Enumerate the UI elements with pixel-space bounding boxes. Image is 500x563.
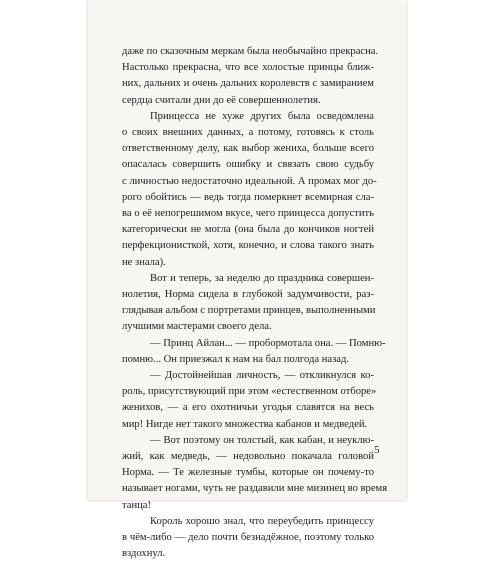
text-line: глядывая альбом с портретами принцев, выполненными [122,305,376,317]
text-line: сердца считали дни до её совершеннолетия. [122,94,321,106]
text-line: с личностью недостаточно идеальной. А промах мог до- [122,175,377,187]
text-line: нолетия, Норма сидела в глубокой задумчивости, раз- [122,289,374,301]
text-line: мир! Нигде нет такого множества кабанов и медведей. [122,418,368,430]
text-line: в чём-либо — дело почти безнадёжное, поэтому только [122,532,374,544]
text-line: Принцесса не хуже других была осведомлена [150,110,374,122]
text-line: — Вот поэтому он толстый, как кабан, и неуклю- [150,434,374,446]
text-line: Настолько прекрасна, что все холостые принцы ближ- [122,62,374,74]
text-line: жий, как медведь, — недовольно покачала головой [122,451,374,463]
text-line: даже по сказочным меркам была необычайно прекрасна. [122,46,379,57]
text-line: роль, присутствующий при этом «естественном отборе» [122,386,377,398]
text-line: не знала). [122,256,166,268]
text-line: категорически не могла (она была до кончиков ногтей [122,224,374,236]
page-number: 5 [374,444,380,456]
text-line: ответственному делу, как выбор жениха, больше всего [122,143,374,155]
text-line: танца! [122,499,152,511]
text-line: Вот и теперь, за неделю до праздника совершен- [150,272,374,284]
text-line: ва о её непогрешимом вкусе, чего принцесса допустить [122,208,374,220]
book-page [88,0,406,560]
text-line: них, дальних и очень дальних королевств с замиранием [122,78,374,90]
text-line: — Принц Айлан... — пробормотала она. — Помню- [150,337,386,349]
text-line: называет ногами, чуть не раздавили мне мизинец во время [122,483,388,495]
text-line: женихов, — а его охотничьи угодья славятся на весь [122,402,374,414]
text-line: перфекционисткой, хотя, конечно, и слова такого знать [122,240,374,252]
text-line: — Достойнейшая личность, — откликнулся ко- [150,370,374,382]
text-line: вздохнул. [122,548,166,560]
text-line: опасалась совершить ошибку и связать свою судьбу [122,159,374,171]
text-line: Норма. — Те железные тумбы, которые он почему-то [122,467,374,479]
text-line: Король хорошо знал, что переубедить принцессу [150,515,374,527]
text-line: помню... Он приезжал к нам на бал полгода назад. [122,353,350,365]
text-line: о своих внешних данных, а потому, готовясь к столь [122,127,374,139]
text-line: рого обойтись — ведь тогда померкнет всемирная сла- [122,191,374,203]
text-line: лучшими мастерами своего дела. [122,321,272,333]
page-text [122,44,388,563]
